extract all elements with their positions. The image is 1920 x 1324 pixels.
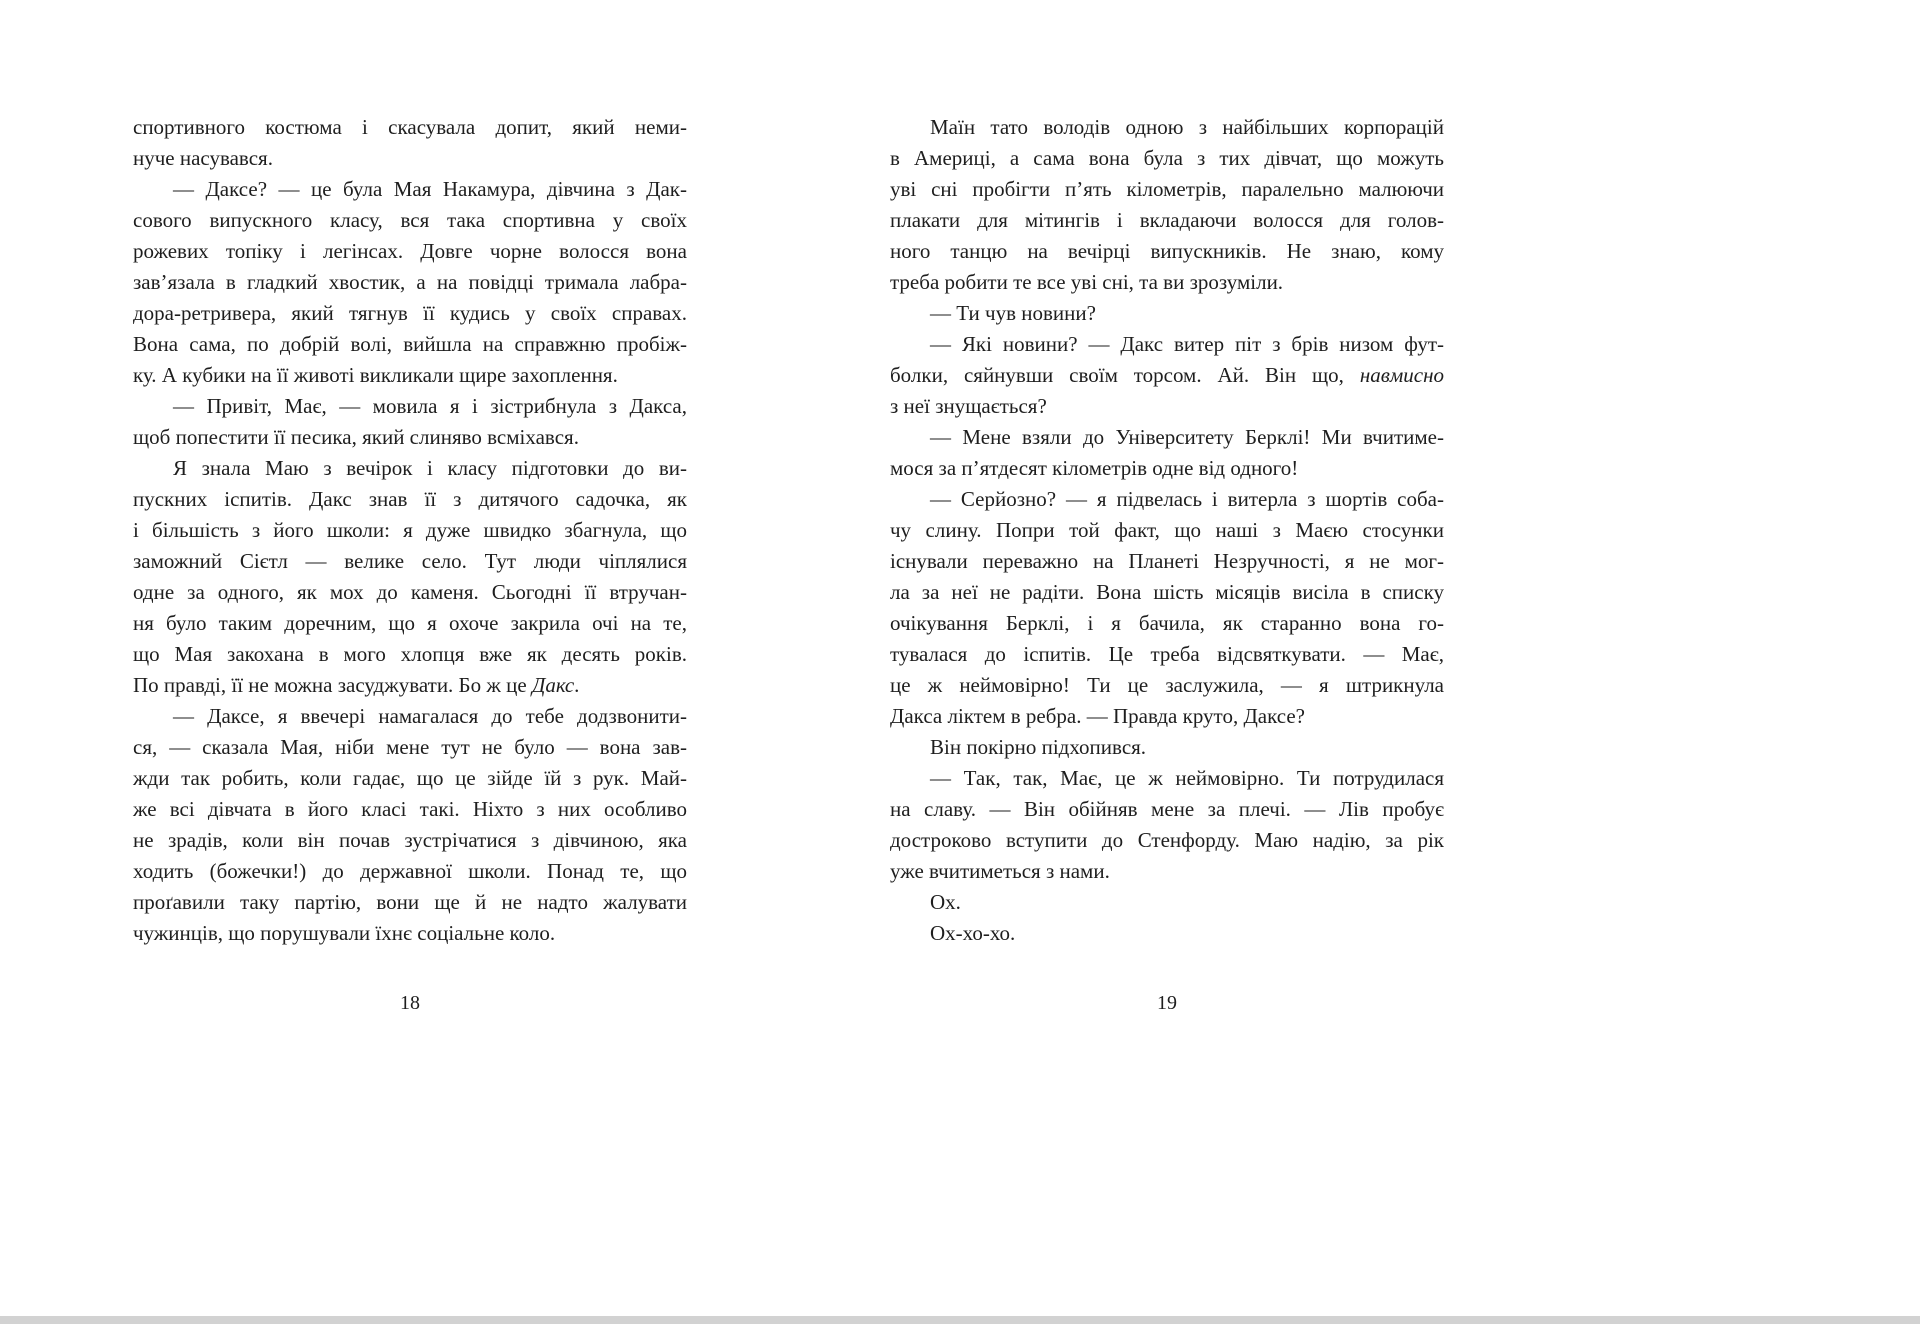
text-line	[133, 112, 687, 143]
text-run: уві сні пробігти п’ять кілометрів, паралельно малюючи	[890, 177, 1444, 201]
paragraph	[890, 298, 1444, 329]
text-run: ку. А кубики на її животі викликали щире захоплення.	[133, 363, 618, 387]
text-line	[890, 298, 1444, 329]
text-line	[890, 391, 1444, 422]
text-line	[890, 174, 1444, 205]
text-run: болки, сяйнувши своїм торсом. Ай. Він що,	[890, 363, 1360, 387]
text-line	[133, 794, 687, 825]
text-line	[890, 794, 1444, 825]
text-run: ла за неї не радіти. Вона шість місяців висіла в списку	[890, 580, 1444, 604]
text-line	[890, 205, 1444, 236]
text-run: щоб попестити її песика, який слиняво всміхався.	[133, 425, 579, 449]
paragraph	[890, 732, 1444, 763]
text-run: — Мене взяли до Університету Берклі! Ми вчитиме-	[930, 425, 1444, 449]
text-run: Вона сама, по добрій волі, вийшла на справжню пробіж-	[133, 332, 687, 356]
paragraph	[890, 763, 1444, 887]
text-run: Я знала Маю з вечірок і класу підготовки до ви-	[173, 456, 687, 480]
text-line	[133, 515, 687, 546]
text-line	[890, 112, 1444, 143]
text-run: — Даксе? — це була Мая Накамура, дівчина з Дак-	[173, 177, 687, 201]
text-run: ня було таким доречним, що я охоче закрила очі на те,	[133, 611, 687, 635]
text-run: заможний Сієтл — велике село. Тут люди чіплялися	[133, 549, 687, 573]
paragraph	[890, 887, 1444, 918]
text-run: жди так робить, коли гадає, що це зійде їй з рук. Май-	[133, 766, 687, 790]
text-line	[133, 670, 687, 701]
text-line	[133, 453, 687, 484]
text-run: дора-ретривера, який тягнув її кудись у своїх справах.	[133, 301, 687, 325]
text-run: ного танцю на вечірці випускників. Не знаю, кому	[890, 239, 1444, 263]
text-run: одне за одного, як мох до каменя. Сьогодні її втручан-	[133, 580, 687, 604]
text-run: пускних іспитів. Дакс знав її з дитячого садочка, як	[133, 487, 687, 511]
text-line	[890, 887, 1444, 918]
text-run: спортивного костюма і скасувала допит, який неми-	[133, 115, 687, 139]
text-line	[133, 856, 687, 887]
text-line	[133, 918, 687, 949]
paragraph	[133, 701, 687, 949]
text-line	[890, 701, 1444, 732]
text-line	[890, 577, 1444, 608]
text-run: ся, — сказала Мая, ніби мене тут не було — вона зав-	[133, 735, 687, 759]
text-line	[133, 391, 687, 422]
text-line	[890, 546, 1444, 577]
text-run: — Так, так, Має, це ж неймовірно. Ти потрудилася	[930, 766, 1444, 790]
text-run: нуче насувався.	[133, 146, 273, 170]
text-run: уже вчитиметься з нами.	[890, 859, 1110, 883]
text-line	[133, 143, 687, 174]
bottom-edge-strip	[0, 1316, 1920, 1324]
text-run: Ох-хо-хо.	[930, 921, 1016, 945]
text-line	[890, 236, 1444, 267]
text-run: — Ти чув новини?	[930, 301, 1096, 325]
text-run: на славу. — Він обійняв мене за плечі. — Лів пробує	[890, 797, 1444, 821]
italic-text-run: Дакс	[531, 673, 575, 697]
text-line	[133, 608, 687, 639]
text-run: проґавили таку партію, вони ще й не надто жалувати	[133, 890, 687, 914]
text-run: плакати для мітингів і вкладаючи волосся для голов-	[890, 208, 1444, 232]
text-run: — Серйозно? — я підвелась і витерла з шортів соба-	[930, 487, 1444, 511]
text-run: же всі дівчата в його класі такі. Ніхто з них особливо	[133, 797, 687, 821]
text-line	[890, 670, 1444, 701]
text-run: чу слину. Попри той факт, що наші з Маєю стосунки	[890, 518, 1444, 542]
paragraph	[133, 453, 687, 701]
text-run: рожевих топіку і легінсах. Довге чорне волосся вона	[133, 239, 687, 263]
text-run: зав’язала в гладкий хвостик, а на повідці тримала лабра-	[133, 270, 687, 294]
text-line	[890, 267, 1444, 298]
text-line	[133, 825, 687, 856]
text-run: треба робити те все уві сні, та ви зрозуміли.	[890, 270, 1284, 294]
text-line	[133, 763, 687, 794]
paragraph	[133, 391, 687, 453]
text-line	[890, 143, 1444, 174]
text-line	[890, 515, 1444, 546]
text-run: чужинців, що порушували їхнє соціальне коло.	[133, 921, 556, 945]
paragraph	[890, 918, 1444, 949]
text-run: в Америці, а сама вона була з тих дівчат, що можуть	[890, 146, 1444, 170]
text-run: очікування Берклі, і я бачила, як старанно вона го-	[890, 611, 1444, 635]
text-run: тувалася до іспитів. Це треба відсвяткувати. — Має,	[890, 642, 1444, 666]
text-run: Дакса ліктем в ребра. — Правда круто, Даксе?	[890, 704, 1305, 728]
text-line	[890, 360, 1444, 391]
page-right-text	[890, 112, 1444, 949]
page-left-text	[133, 112, 687, 949]
text-line	[890, 422, 1444, 453]
text-line	[133, 422, 687, 453]
text-run: — Даксе, я ввечері намагалася до тебе додзвонити-	[173, 704, 687, 728]
text-run: — Які новини? — Дакс витер піт з брів низом фут-	[930, 332, 1444, 356]
text-line	[133, 298, 687, 329]
text-run: сового випускного класу, вся така спортивна у своїх	[133, 208, 687, 232]
text-line	[890, 329, 1444, 360]
text-run: — Привіт, Має, — мовила я і зістрибнула з Дакса,	[173, 394, 687, 418]
paragraph	[890, 112, 1444, 298]
text-run: що Мая закохана в мого хлопця вже як десять років.	[133, 642, 687, 666]
text-line	[133, 639, 687, 670]
text-line	[133, 360, 687, 391]
text-run: Він покірно підхопився.	[930, 735, 1147, 759]
text-run: це ж неймовірно! Ти це заслужила, — я штрикнула	[890, 673, 1444, 697]
text-run: з неї знущається?	[890, 394, 1047, 418]
text-run: Ох.	[930, 890, 961, 914]
paragraph	[890, 329, 1444, 422]
text-line	[133, 732, 687, 763]
text-run: існували переважно на Планеті Незручності, я не мог-	[890, 549, 1444, 573]
text-run: і більшість з його школи: я дуже швидко збагнула, що	[133, 518, 687, 542]
text-run: .	[574, 673, 580, 697]
text-line	[133, 887, 687, 918]
italic-text-run: навмисно	[1359, 363, 1444, 387]
text-line	[133, 236, 687, 267]
paragraph	[890, 484, 1444, 732]
text-line	[890, 453, 1444, 484]
text-line	[890, 639, 1444, 670]
text-line	[133, 484, 687, 515]
text-run: Маїн тато володів одною з найбільших корпорацій	[930, 115, 1444, 139]
text-line	[890, 825, 1444, 856]
text-line	[890, 918, 1444, 949]
text-run: По правді, її не можна засуджувати. Бо ж це	[133, 673, 532, 697]
text-run: мося за п’ятдесят кілометрів одне від одного!	[890, 456, 1299, 480]
text-run: ходить (божечки!) до державної школи. Понад те, що	[133, 859, 687, 883]
paragraph	[133, 112, 687, 174]
page-left-number: 18	[400, 992, 420, 1014]
text-line	[890, 732, 1444, 763]
text-run: не зрадів, коли він почав зустрічатися з дівчиною, яка	[133, 828, 687, 852]
text-line	[133, 546, 687, 577]
text-line	[133, 174, 687, 205]
text-line	[133, 267, 687, 298]
text-line	[890, 608, 1444, 639]
text-line	[133, 577, 687, 608]
text-line	[133, 329, 687, 360]
text-line	[890, 484, 1444, 515]
text-line	[133, 205, 687, 236]
text-line	[890, 763, 1444, 794]
paragraph	[890, 422, 1444, 484]
page-right-number: 19	[1157, 992, 1177, 1014]
text-line	[890, 856, 1444, 887]
paragraph	[133, 174, 687, 391]
text-run: достроково вступити до Стенфорду. Маю надію, за рік	[890, 828, 1444, 852]
text-line	[133, 701, 687, 732]
